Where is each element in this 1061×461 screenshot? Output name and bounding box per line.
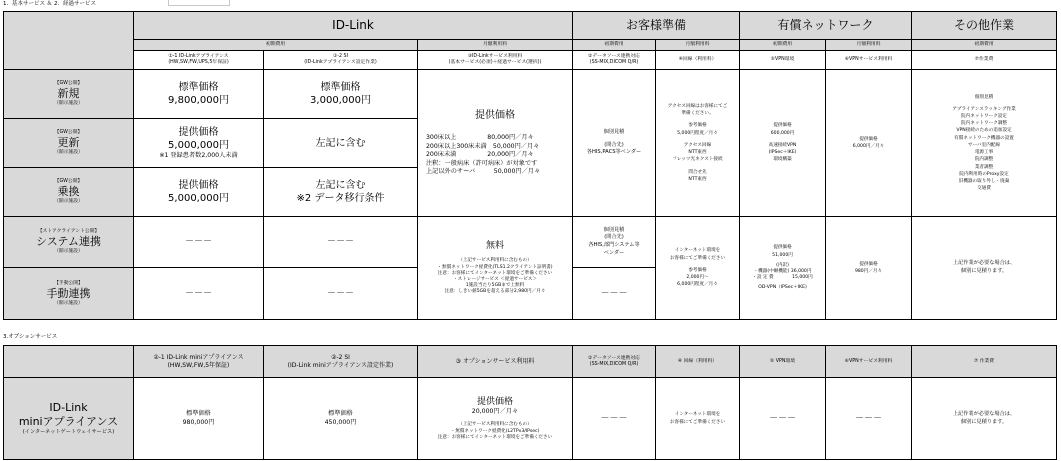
option-appliance-price: 標準価格 980,000円 [134,378,264,460]
manual-appliance-price: －－－ [134,268,264,320]
work-item: 電源工事 [974,150,994,156]
work-item: 院内ネットワーク調整 [961,121,1007,127]
header-initial-cost: 初期費用 [573,40,656,51]
option-vpn-fee: －－－ [826,378,912,460]
work-item: 交通費 [977,186,991,192]
header-idlink: ID-Link [134,12,573,40]
manual-datasource: －－－ [573,268,656,320]
option-service-fee: 提供価格 20,000円／月々 （上記サービス利用料に含むもの） ・無償ネットワーク経費化(L2TPv3/IPsec) 注意：お客様にてインターネット環境をご準備ください [418,378,573,460]
option-col-work: ⑦ 作業費 [912,346,1057,378]
option-col-appliance: ②-1 ID-Link miniアプライアンス (HW,SW,FW,5年保証) [134,346,264,378]
option-datasource: －－－ [573,378,656,460]
work-item-list [914,94,1054,193]
switch-appliance-price: 提供価格 5,000,000円 [134,168,264,217]
header-initial-cost: 初期費用 [134,40,418,51]
vpn-fee-cell-bottom: 提供価格 980円／月々 [826,217,912,320]
work-item: 院内ネットワーク設定 [961,114,1007,120]
work-item: 有償ネットワーク機器の設置 [954,135,1014,141]
vpn-fee-cell: 提供価格 6,000円／月々 [826,70,912,217]
row-label-manual: 【手動公開】 手動連携 （開示施設） [4,268,134,320]
renew-appliance-price: 提供価格 5,000,000円 ※1 登録患者数2,000人未満 [134,119,264,168]
syslink-appliance-price: －－－ [134,217,264,268]
row-label-new: 【GW公開】 新規 （開示施設） [4,70,134,119]
header-initial-cost: 初期費用 [912,40,1057,51]
work-cell-bottom: 上記作業が必要な場合は、 個別に見積ります。 [912,217,1057,320]
col-appliance: ①-1 ID-Linkアプライアンス (HW,SW,FW,UPS,5年保証) [134,51,264,70]
service-fee-cell: 提供価格 300床以上 80,000円／月々 200床以上300床未満 50,000円／月々 200床未満 20,000円／月々 注釈：一般病床（許可病床）が対象です 上記以外のサーバ 50,000円／月々 [418,70,573,217]
col-si: ①-2 SI (ID-Linkアプライアンス設定作業) [264,51,418,70]
free-service-cell: 無料 （上記サービス利用料に含むもの） ・無償ネットワーク経費化(TLS1.2クライアント証明書) 注意：お客様にてインターネット環境をご準備ください ・ストレージサービス ＜経過サービス＞ 1施設当たり5GBまで上無料 注意：しきい値5GBを超える部分2,980円／月々 [418,217,573,320]
new-appliance-price: 標準価格 9,800,000円 [134,70,264,119]
header-customer: お客様準備 [573,12,740,40]
option-col-datasource: ②データソース連携対応 (SS-MIX,DICOM Q/R) [573,346,656,378]
vpn-cell: 提供価格 600,000円 高速接続VPN (IPSec＋IKE) 環境構築 [740,70,826,217]
option-col-si: ②-2 SI (ID-Link miniアプライアンス設定作業) [264,346,418,378]
option-row-label: ID-Link miniアプライアンス (インターネットゲートウェイサービス) [4,378,134,460]
option-corner-cell [4,346,134,378]
col-vpn: ⑤VPN環境 [740,51,826,70]
col-datasource: ②データソース連携対応 (SS-MIX,DICOM Q/R) [573,51,656,70]
option-price-table [3,345,1057,460]
work-item: 業者調整 [974,164,994,170]
new-si-price: 標準価格 3,000,000円 [264,70,418,119]
work-item: 旧機器の取り外し・廃棄 [958,178,1010,184]
option-vpn: －－－ [740,378,826,460]
option-line: インターネット環境を お客様にてご準備ください [656,378,740,460]
sheet-tab-stub [168,0,230,6]
col-service-fee: ③ID-Linkサービス利用料 (基本サービス(必須)＋経過サービス(選択)) [418,51,573,70]
option-col-line: ④ 回線（利用料） [656,346,740,378]
section-1-title: 1．基本サービス ＆ 2．経過サービス [3,1,96,7]
work-item: VPN接続のための追加設定 [956,128,1012,134]
col-work: ⑦作業費 [912,51,1057,70]
main-price-table [3,11,1057,320]
vpn-cell-bottom: 提供価格 51,000円 (内訳) ・機器(中継機能) 36,000円 ・設 定 費 15,000円 OD-VPN（IPSec＋IKE) [740,217,826,320]
work-item: アプライアンスラッキング作業 [952,106,1016,112]
option-si-price: 標準価格 450,000円 [264,378,418,460]
option-col-vpn: ⑤ VPN環境 [740,346,826,378]
row-label-syslink: 【ストアクライアント公開】 システム連携 （開示施設） [4,217,134,268]
switch-si-price: 左記に含む ※2 データ移行条件 [264,168,418,217]
header-monthly-fee: 月額利用料 [656,40,740,51]
section-2-title: 3.オプションサービス [3,334,58,340]
option-col-vpn-fee: ⑥VPNサービス利用料 [826,346,912,378]
header-paid-network: 有償ネットワーク [740,12,912,40]
col-line: ④回線（利用料） [656,51,740,70]
work-item: 院内利用時のProxy設定 [959,171,1009,177]
work-cell [912,70,1057,217]
work-item: サーバ室内配線 [968,142,1000,148]
header-monthly-fee: 月額利用料 [826,40,912,51]
option-col-service-fee: ③ オプションサービス利用料 [418,346,573,378]
syslink-datasource: 個別見積 (問合先) 各HIS,部門システム等 ベンダー [573,217,656,268]
line-cell: アクセス回線はお客様にてご 準備ください。 参考価格 5,000円程度／月々 アクセス回線 NTT東西 フレッツ光ネクスト接続 問合せ先 NTT東西 [656,70,740,217]
renew-si-price: 左記に含む [264,119,418,168]
option-work: 上記作業が必要な場合は、 個別に見積ります。 [912,378,1057,460]
row-label-switch: 【GW公開】 乗換 （開示施設） [4,168,134,217]
row-label-renew: 【GW公開】 更新 （開示施設） [4,119,134,168]
manual-si-price: －－－ [264,268,418,320]
corner-cell [4,12,134,70]
col-vpn-fee: ⑥VPNサービス利用料 [826,51,912,70]
header-other-work: その他作業 [912,12,1057,40]
line-cell-bottom: インターネット環境を お客様にてご準備ください 参考価格 2,000円～ 6,000円程度／月々 [656,217,740,320]
datasource-cell: 個別見積 (問合先) 各HIS,PACS等ベンダー [573,70,656,217]
work-item: 院内調整 [974,157,994,163]
work-item: 個別見積 [974,94,994,100]
header-monthly-fee: 月額利用料 [418,40,573,51]
header-initial-cost: 初期費用 [740,40,826,51]
syslink-si-price: －－－ [264,217,418,268]
